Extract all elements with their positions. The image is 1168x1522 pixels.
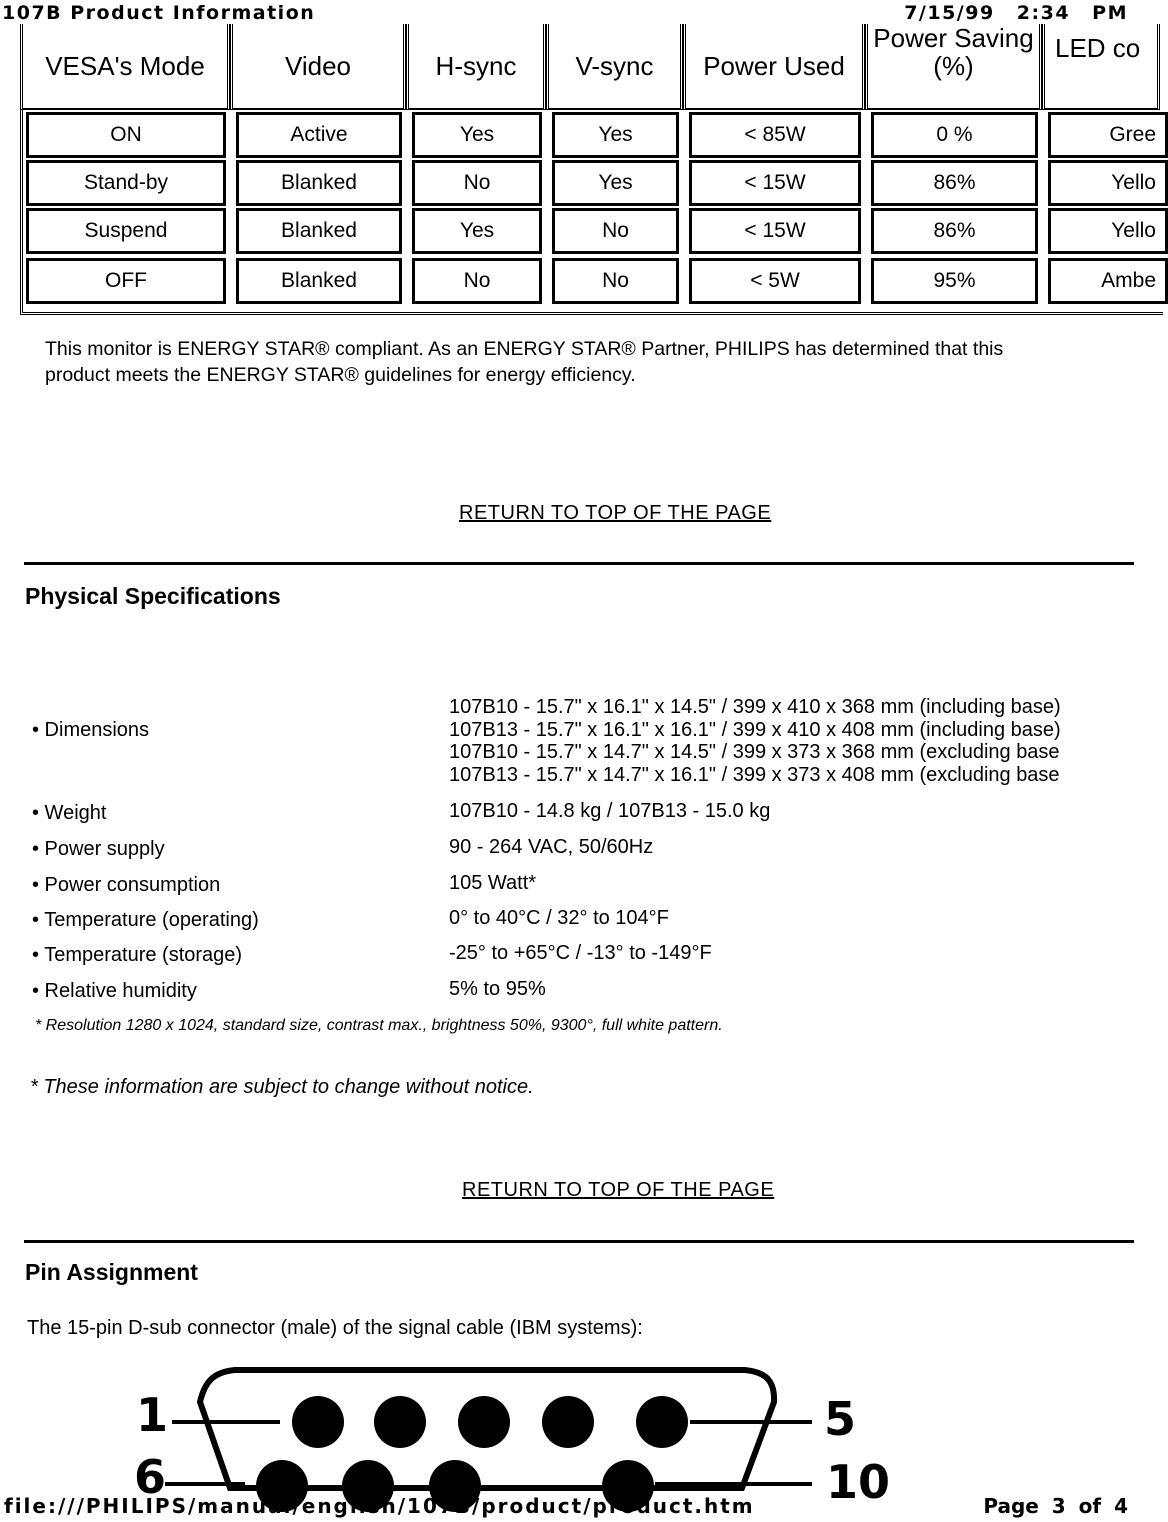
table-cell: Active [236, 112, 402, 158]
spec-label-power-supply: • Power supply [32, 838, 165, 860]
table-cell: Suspend [26, 208, 226, 254]
table-cell: No [552, 258, 679, 304]
return-to-top-link[interactable]: RETURN TO TOP OF THE PAGE [459, 502, 772, 524]
spec-label-temperature-operating: • Temperature (operating) [32, 909, 259, 931]
resolution-footnote: * Resolution 1280 x 1024, standard size, contrast max., brightness 50%, 9300°, full white pattern. [35, 1017, 723, 1034]
change-notice: * These information are subject to change without notice. [30, 1076, 534, 1098]
pin-5 [636, 1396, 688, 1448]
table-cell: No [412, 258, 542, 304]
table-cell: Blanked [236, 160, 402, 206]
pin-label-1: 1 [136, 1388, 169, 1442]
spec-value-temperature-storage: -25° to +65°C / -13° to -149°F [449, 942, 712, 964]
section-divider [24, 1240, 1134, 1243]
table-cell: < 85W [689, 112, 861, 158]
spec-value-relative-humidity: 5% to 95% [449, 978, 546, 1000]
table-cell: Yello [1048, 160, 1168, 206]
table-column-header: H-sync [406, 24, 546, 110]
pin-assignment-description: The 15-pin D-sub connector (male) of the signal cable (IBM systems): [27, 1317, 643, 1339]
energy-star-line-2: product meets the ENERGY STAR® guidelines for energy efficiency. [45, 364, 636, 386]
table-cell: 86% [871, 160, 1038, 206]
table-column-header: VESA's Mode [20, 24, 230, 110]
spec-label-dimensions: • Dimensions [32, 719, 150, 741]
table-cell: Ambe [1048, 258, 1168, 304]
spec-label-power-consumption: • Power consumption [32, 874, 221, 896]
table-column-header: Power Used [683, 24, 865, 110]
table-column-header: Power Saving (%) [865, 24, 1042, 110]
pin-assignment-heading: Pin Assignment [25, 1259, 198, 1285]
pin-1 [292, 1396, 344, 1448]
spec-label-weight: • Weight [32, 802, 107, 824]
table-column-header: V-sync [546, 24, 683, 110]
table-cell: < 5W [689, 258, 861, 304]
table-cell: No [552, 208, 679, 254]
spec-value-temperature-operating: 0° to 40°C / 32° to 104°F [449, 907, 669, 929]
table-cell: < 15W [689, 160, 861, 206]
page-footer-page-number: Page 3 of 4 [983, 1494, 1128, 1518]
table-cell: ON [26, 112, 226, 158]
table-cell: No [412, 160, 542, 206]
spec-value-dimensions-3: 107B10 - 15.7" x 14.7" x 14.5" / 399 x 373 x 368 mm (excluding base [449, 741, 1060, 763]
pin-4 [542, 1396, 594, 1448]
page-header-datetime: 7/15/99 2:34 PM [904, 2, 1128, 24]
spec-value-power-supply: 90 - 264 VAC, 50/60Hz [449, 836, 654, 858]
return-to-top-link[interactable]: RETURN TO TOP OF THE PAGE [462, 1179, 775, 1201]
pin-label-10: 10 [826, 1455, 891, 1509]
spec-value-power-consumption: 105 Watt* [449, 872, 537, 894]
table-cell: 0 % [871, 112, 1038, 158]
table-cell: Yes [412, 208, 542, 254]
spec-value-dimensions-1: 107B10 - 15.7" x 16.1" x 14.5" / 399 x 410 x 368 mm (including base) [449, 696, 1061, 718]
page-footer-url: file:///PHILIPS/manual/english/107B/product/product.htm [4, 1494, 755, 1518]
spec-label-relative-humidity: • Relative humidity [32, 980, 197, 1002]
table-cell: 86% [871, 208, 1038, 254]
spec-value-dimensions-4: 107B13 - 15.7" x 14.7" x 16.1" / 399 x 373 x 408 mm (excluding base [449, 764, 1060, 786]
table-column-header: Video [230, 24, 406, 110]
pin-3 [458, 1396, 510, 1448]
table-cell: Yes [412, 112, 542, 158]
table-cell: Yes [552, 160, 679, 206]
spec-value-dimensions-2: 107B13 - 15.7" x 16.1" x 16.1" / 399 x 410 x 408 mm (including base) [449, 719, 1061, 741]
table-cell: < 15W [689, 208, 861, 254]
table-cell: Blanked [236, 258, 402, 304]
table-cell: Stand-by [26, 160, 226, 206]
table-cell: Gree [1048, 112, 1168, 158]
spec-label-temperature-storage: • Temperature (storage) [32, 944, 243, 966]
table-cell: Yes [552, 112, 679, 158]
page-header-title: 107B Product Information [2, 2, 316, 24]
energy-star-line-1: This monitor is ENERGY STAR® compliant. As an ENERGY STAR® Partner, PHILIPS has determined that this [45, 338, 1004, 360]
table-column-header: LED co [1042, 24, 1160, 110]
table-cell: Blanked [236, 208, 402, 254]
pin-label-5: 5 [824, 1392, 857, 1446]
section-divider [24, 562, 1134, 565]
table-cell: OFF [26, 258, 226, 304]
physical-specifications-heading: Physical Specifications [25, 583, 281, 609]
spec-value-weight: 107B10 - 14.8 kg / 107B13 - 15.0 kg [449, 800, 771, 822]
pin-2 [374, 1396, 426, 1448]
table-cell: 95% [871, 258, 1038, 304]
table-cell: Yello [1048, 208, 1168, 254]
pin-label-6: 6 [134, 1450, 167, 1504]
